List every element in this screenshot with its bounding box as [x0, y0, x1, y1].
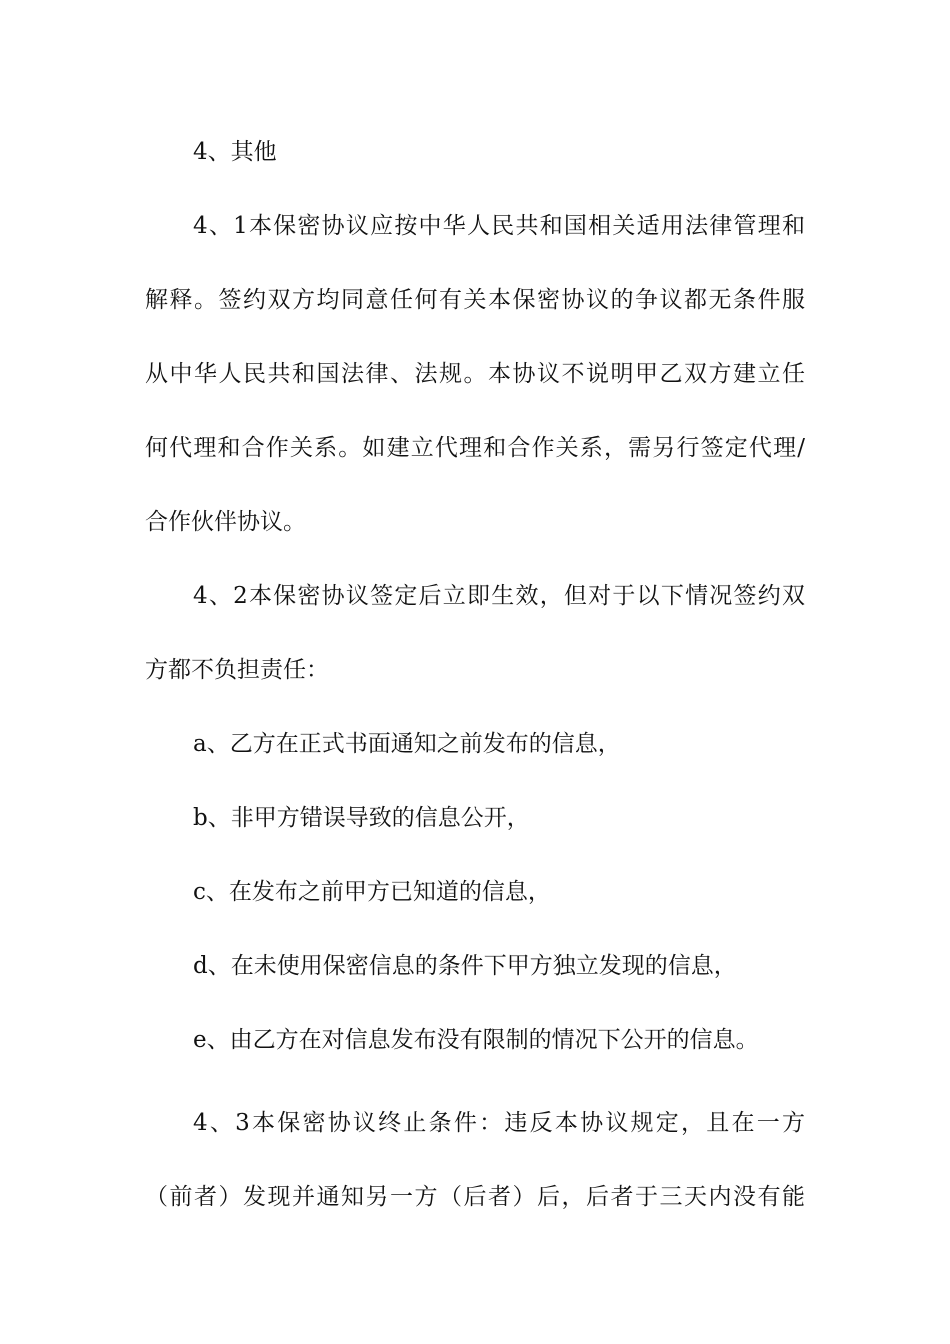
clause-4-1-line-3: 从中华人民共和国法律、法规。本协议不说明甲乙双方建立任 — [145, 361, 805, 387]
clause-4-1-line-2: 解释。签约双方均同意任何有关本保密协议的争议都无条件服 — [145, 287, 805, 313]
clause-4-2-line-2: 方都不负担责任： — [145, 657, 329, 683]
list-item-d: d、在未使用保密信息的条件下甲方独立发现的信息， — [193, 953, 737, 979]
list-item-c: c、在发布之前甲方已知道的信息， — [193, 879, 551, 905]
clause-4-1-line-1: 4、1本保密协议应按中华人民共和国相关适用法律管理和 — [193, 213, 805, 239]
clause-4-2-line-1: 4、2本保密协议签定后立即生效，但对于以下情况签约双 — [193, 583, 805, 609]
section-heading-4: 4、其他 — [193, 139, 277, 165]
clause-4-3-line-1: 4、3本保密协议终止条件：违反本协议规定，且在一方 — [193, 1110, 805, 1136]
clause-4-1-line-4: 何代理和合作关系。如建立代理和合作关系，需另行签定代理/ — [145, 435, 805, 461]
clause-4-1-line-5: 合作伙伴协议。 — [145, 509, 306, 535]
clause-4-3-line-2: （前者）发现并通知另一方（后者）后，后者于三天内没有能 — [145, 1184, 805, 1210]
list-item-a: a、乙方在正式书面通知之前发布的信息， — [193, 731, 621, 757]
list-item-e: e、由乙方在对信息发布没有限制的情况下公开的信息。 — [193, 1027, 759, 1053]
list-item-b: b、非甲方错误导致的信息公开， — [193, 805, 530, 831]
